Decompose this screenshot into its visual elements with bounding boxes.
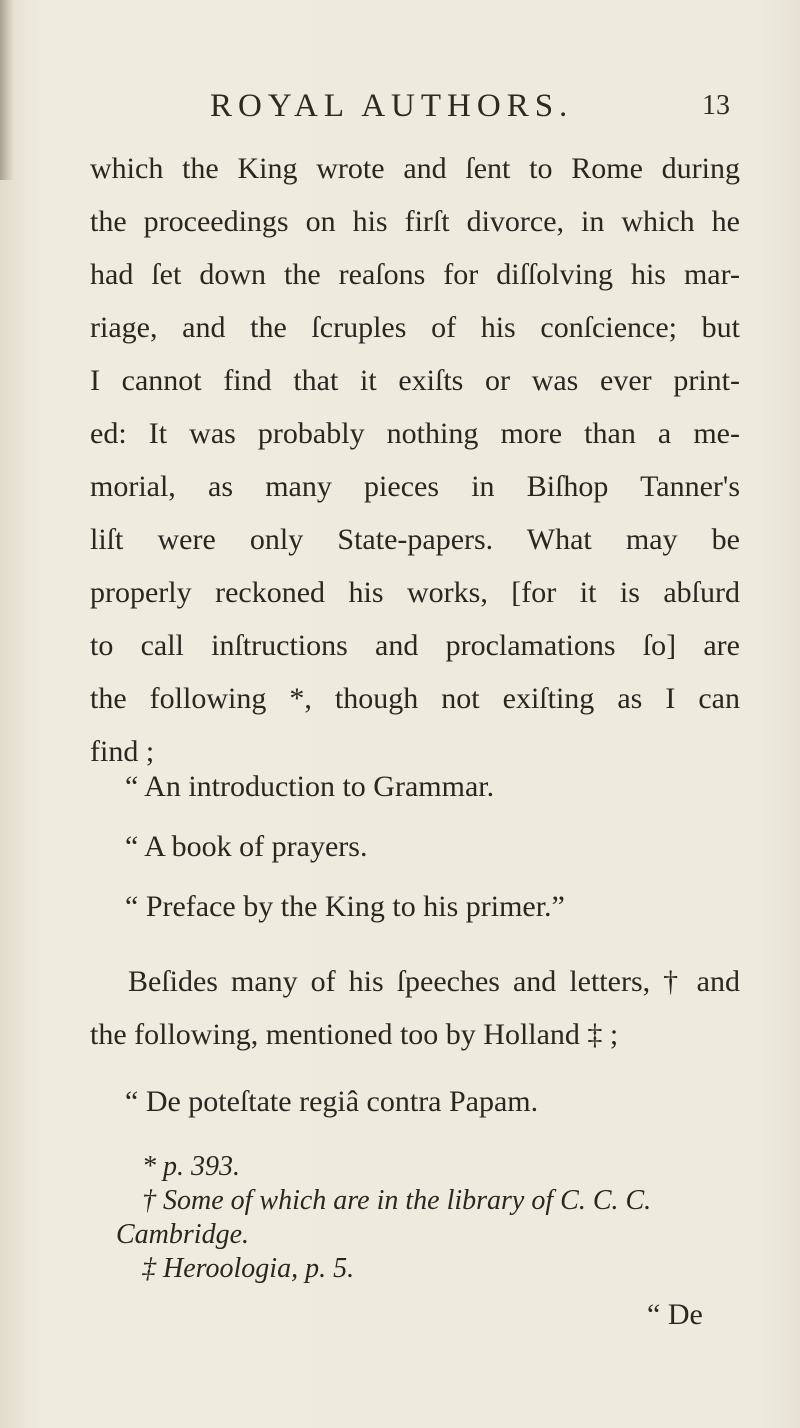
text-line: Beſides many of his ſpeeches and letters, † and bbox=[128, 965, 740, 998]
text-line: morial, as many pieces in Biſhop Tanner's bbox=[90, 470, 740, 503]
text-line: had ſet down the reaſons for diſſolving his mar- bbox=[90, 258, 740, 291]
paragraph-2 bbox=[90, 955, 740, 1061]
text-line: the following *, though not exiſting as I can bbox=[90, 682, 740, 715]
footnote: Cambridge. bbox=[116, 1219, 249, 1250]
text-line: ed: It was probably nothing more than a me- bbox=[90, 417, 740, 450]
footnote: ‡ Heroologia, p. 5. bbox=[142, 1253, 355, 1284]
catchword: “ De bbox=[647, 1298, 703, 1331]
paragraph-1 bbox=[90, 142, 740, 778]
text-line: riage, and the ſcruples of his conſcience; but bbox=[90, 311, 740, 344]
quoted-title: “ A book of prayers. bbox=[125, 830, 368, 863]
running-head bbox=[210, 88, 730, 132]
page-edge-shadow bbox=[0, 0, 14, 180]
text-line: liſt were only State-papers. What may be bbox=[90, 523, 740, 556]
text-line: which the King wrote and ſent to Rome during bbox=[90, 152, 740, 185]
text-line: the following, mentioned too by Holland ‡ ; bbox=[90, 1018, 619, 1051]
quoted-title: “ De poteſtate regiâ contra Papam. bbox=[125, 1085, 539, 1118]
quoted-title: “ An introduction to Grammar. bbox=[125, 770, 495, 803]
text-line: find ; bbox=[90, 735, 155, 768]
text-line: to call inſtructions and proclamations ſo] are bbox=[90, 629, 740, 662]
footnote: * p. 393. bbox=[142, 1151, 240, 1182]
quoted-title: “ Preface by the King to his primer.” bbox=[125, 890, 565, 923]
running-title: ROYAL AUTHORS. bbox=[210, 88, 574, 124]
text-line: the proceedings on his firſt divorce, in which he bbox=[90, 205, 740, 238]
text-line: I cannot find that it exiſts or was ever print- bbox=[90, 364, 740, 397]
text-line: properly reckoned his works, [for it is abſurd bbox=[90, 576, 740, 609]
page-number: 13 bbox=[702, 90, 730, 121]
footnotes bbox=[116, 1150, 740, 1286]
footnote: † Some of which are in the library of C. C. C. bbox=[142, 1185, 652, 1216]
